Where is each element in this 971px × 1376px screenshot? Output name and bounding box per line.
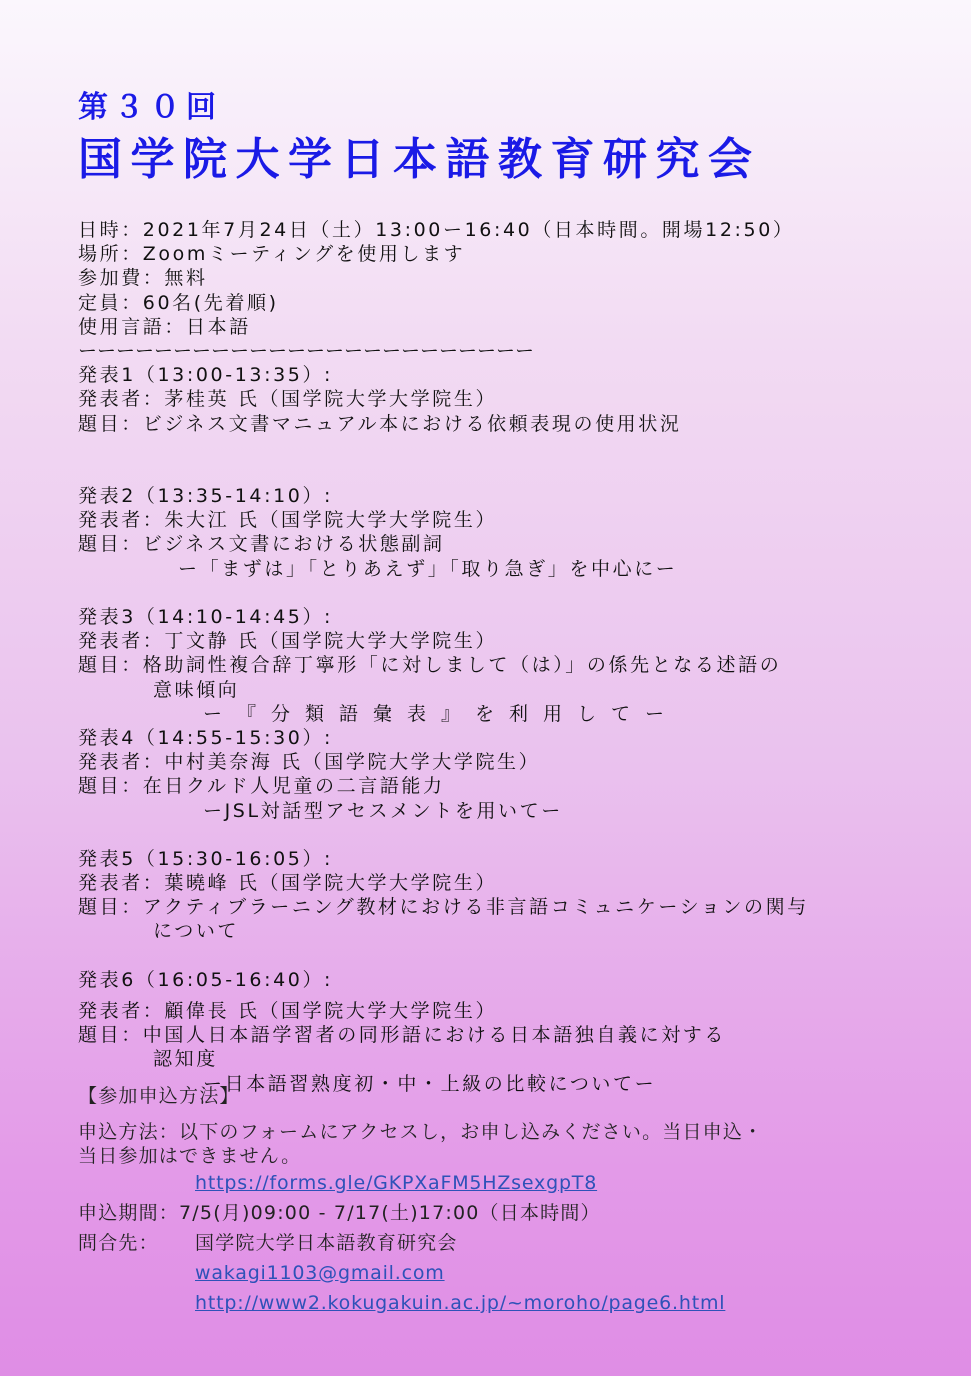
venue-line: 場所：Zoomミーティングを使用します [78,243,466,266]
presentation-6-heading: 発表6（16:05-16:40）: [78,968,334,991]
presentation-5-presenter: 発表者：葉曉峰 氏（国学院大学大学院生） [78,872,498,895]
presentation-3-title-cont: 意味傾向 [153,678,240,701]
presentation-6-title-cont: 認知度 [153,1048,218,1071]
presentation-3-title: 題目：格助詞性複合辞丁寧形「に対しまして（は）」の係先となる述語の [78,654,782,677]
presentation-6-title: 題目：中国人日本語学習者の同形語における日本語独自義に対する [78,1024,727,1047]
presentation-2-subtitle: ー「まずは」「とりあえず」「取り急ぎ」を中心にー [178,557,678,580]
presentation-4-heading: 発表4（14:55-15:30）: [78,726,334,749]
contact-row [78,1228,763,1258]
contact-email-link[interactable]: wakagi1103@gmail.com [195,1262,445,1284]
presentation-5-title: 題目：アクティブラーニング教材における非言語コミュニケーションの関与 [78,896,809,919]
presentation-2-heading: 発表2（13:35-14:10）: [78,485,334,508]
application-period [78,1198,763,1228]
contact-url-link[interactable]: http://www2.kokugakuin.ac.jp/~moroho/page6.html [195,1292,726,1314]
datetime-line: 日時：2021年7月24日（土）13:00ー16:40（日本時間。開場12:50） [78,219,795,241]
presentation-2-presenter: 発表者：朱大江 氏（国学院大学大学院生） [78,509,498,532]
presentation-4-presenter: 発表者：中村美奈海 氏（国学院大学大学院生） [78,751,541,774]
title-block [78,88,761,188]
application-method-line2: 当日参加はできません。 [78,1145,302,1167]
presentation-6-subtitle: ー日本語習熟度初・中・上級の比較についてー [203,1072,657,1095]
presentation-5-heading: 発表5（15:30-16:05）: [78,847,334,870]
capacity-line: 定員：60名(先着順) [78,291,279,314]
presentation-1-title: 題目：ビジネス文書マニュアル本における依頼表現の使用状況 [78,412,682,435]
presentation-3-heading: 発表3（14:10-14:45）: [78,606,334,628]
presentation-5-title-cont: について [153,920,240,943]
presentation-1-presenter: 発表者：茅桂英 氏（国学院大学大学院生） [78,388,498,411]
application-section [78,1084,763,1318]
event-details [78,218,938,1096]
edition-label: 第３０回 [78,90,222,125]
period-value: 7/5(月)09:00 - 7/17(土)17:00（日本時間） [179,1202,601,1224]
presentation-1-heading: 発表1（13:00-13:35）: [78,364,334,387]
application-method-line1: 申込方法：以下のフォームにアクセスし，お申し込みください。当日申込・ [78,1121,764,1143]
presentation-3-presenter: 発表者：丁文静 氏（国学院大学大学院生） [78,630,498,653]
presentation-4-title: 題目：在日クルド人児童の二言語能力 [78,775,445,798]
page-title: 国学院大学日本語教育研究会 [78,134,761,185]
period-label: 申込期間： [78,1202,180,1224]
presentation-2-title: 題目：ビジネス文書における状態副詞 [78,533,445,556]
application-form-link[interactable]: https://forms.gle/GKPXaFM5HZsexgpT8 [195,1172,598,1194]
contact-label: 問合先： [78,1232,159,1254]
presentation-6-presenter: 発表者：顧偉長 氏（国学院大学大学院生） [78,1000,498,1022]
contact-org: 国学院大学日本語教育研究会 [195,1232,458,1254]
section-divider: ーーーーーーーーーーーーーーーーーーーーーーーー [78,339,535,362]
application-heading: 【参加申込方法】 [78,1085,240,1107]
fee-line: 参加費：無料 [78,267,208,290]
presentation-3-subtitle: ー『分類語彙表』を利用してー [203,702,680,725]
presentation-4-subtitle: ーJSL対話型アセスメントを用いてー [203,799,563,822]
language-line: 使用言語：日本語 [78,315,251,338]
